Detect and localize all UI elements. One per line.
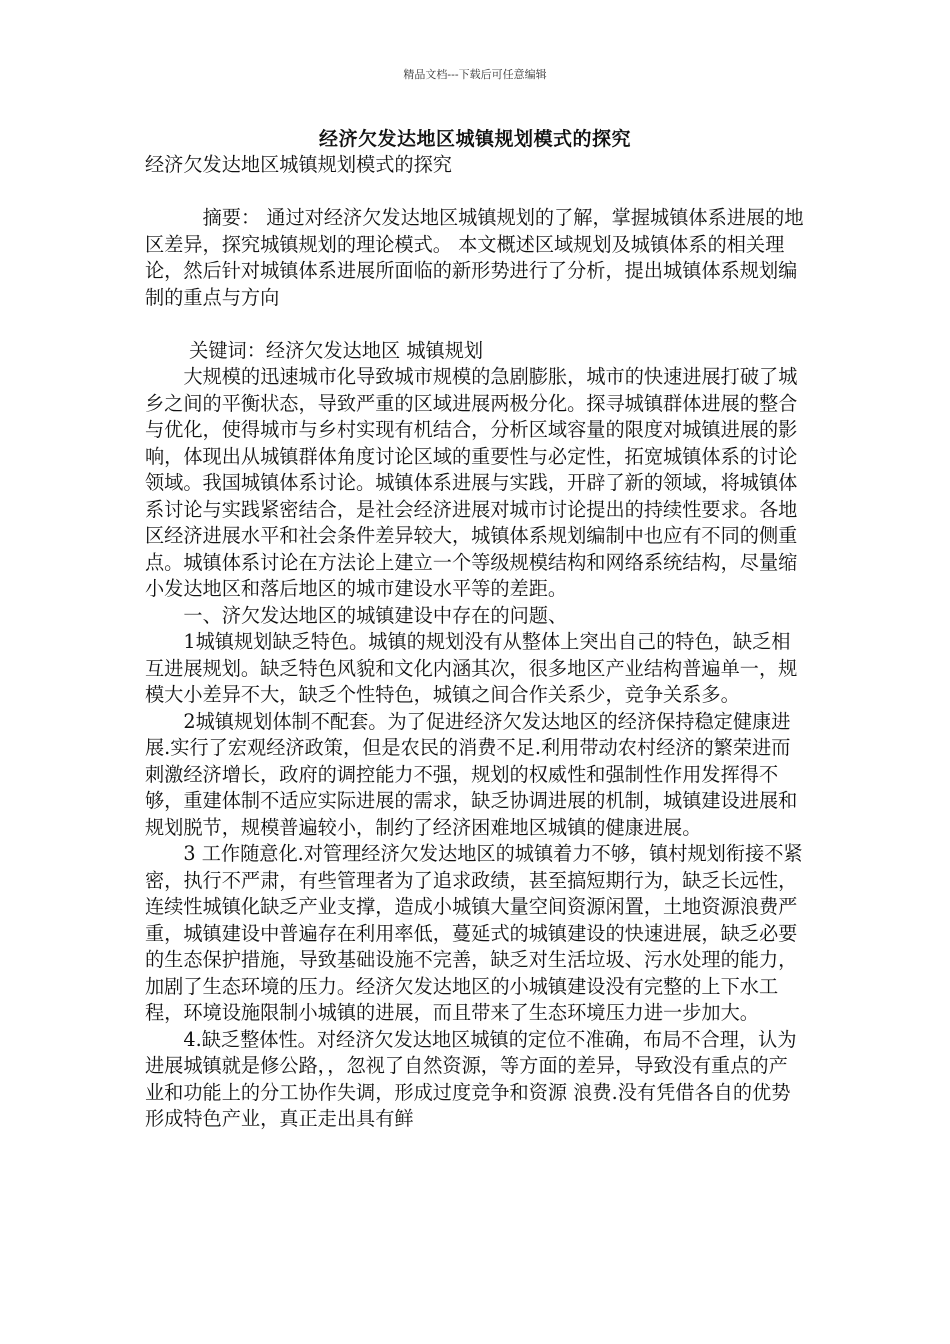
body-paragraph-point-2: 2城镇规划体制不配套。为了促进经济欠发达地区的经济保持稳定健康进展.实行了宏观经济政策，但是农民的消费不足.利用带动农村经济的繁荣进而刺激经济增长，政府的调控能力不强，规划的权威性和强制性作用发挥得不够，重建体制不适应实际进展的需求，缺乏协调进展的机制，城镇建设进展和规划脱节，规模普遍较小，制约了经济困难地区城镇的健康进展。 bbox=[145, 709, 798, 839]
section-heading-problems: 一、济欠发达地区的城镇建设中存在的问题、 bbox=[183, 603, 568, 627]
document-body bbox=[145, 152, 805, 1133]
page-header-note: 精品文档---下载后可任意编辑 bbox=[403, 68, 547, 81]
body-paragraph-point-4: 4.缺乏整体性。对经济欠发达地区城镇的定位不准确，布局不合理，认为进展城镇就是修公路，，忽视了自然资源，等方面的差异，导致没有重点的产业和功能上的分工协作失调，形成过度竞争和资源 浪费.没有凭借各自的优势形成特色产业，真正走出具有鲜 bbox=[145, 1027, 797, 1130]
document-subtitle: 经济欠发达地区城镇规划模式的探究 bbox=[145, 153, 452, 176]
spacer bbox=[145, 311, 805, 338]
body-paragraph-point-1: 1城镇规划缺乏特色。城镇的规划没有从整体上突出自己的特色，缺乏相互进展规划。缺乏特色风貌和文化内涵其次，很多地区产业结构普遍单一，规模大小差异不大，缺乏个性特色，城镇之间合作关系少，竞争关系多。 bbox=[145, 630, 798, 706]
abstract-paragraph: 摘要： 通过对经济欠发达地区城镇规划的了解，掌握城镇体系进展的地区差异，探究城镇规划的理论模式。 本文概述区域规划及城镇体系的相关理论，然后针对城镇体系进展所面临的新形势进行了分析，提出城镇体系规划编制的重点与方向 bbox=[145, 206, 804, 309]
body-paragraph-intro: 大规模的迅速城市化导致城市规模的急剧膨胀，城市的快速进展打破了城乡之间的平衡状态，导致严重的区域进展两极分化。探寻城镇群体进展的整合与优化，使得城市与乡村实现有机结合，分析区域容量的限度对城镇进展的影响，体现出从城镇群体角度讨论区域的重要性与必定性，拓宽城镇体系的讨论领域。我国城镇体系讨论。城镇体系进展与实践，开辟了新的领域，将城镇体系讨论与实践紧密结合，是社会经济进展对城市讨论提出的持续性要求。各地区经济进展水平和社会条件差异较大，城镇体系规划编制中也应有不同的侧重点。城镇体系讨论在方法论上建立一个等级规模结构和网络系统结构，尽量缩小发达地区和落后地区的城市建设水平等的差距。 bbox=[145, 365, 798, 600]
document-title: 经济欠发达地区城镇规划模式的探究 bbox=[318, 128, 631, 150]
spacer bbox=[145, 179, 805, 206]
body-paragraph-point-3: 3 工作随意化.对管理经济欠发达地区的城镇着力不够，镇村规划衔接不紧密，执行不严肃，有些管理者为了追求政绩，甚至搞短期行为，缺乏长远性，连续性城镇化缺乏产业支撑，造成小城镇大量空间资源闲置，土地资源浪费严重，城镇建设中普遍存在利用率低，蔓延式的城镇建设的快速进展，缺乏必要的生态保护措施，导致基础设施不完善，缺乏对生活垃圾、污水处理的能力，加剧了生态环境的压力。经济欠发达地区的小城镇建设没有完整的上下水工程，环境设施限制小城镇的进展，而且带来了生态环境压力进一步加大。 bbox=[145, 842, 803, 1024]
keywords-line: 关键词：经济欠发达地区 城镇规划 bbox=[189, 338, 484, 362]
